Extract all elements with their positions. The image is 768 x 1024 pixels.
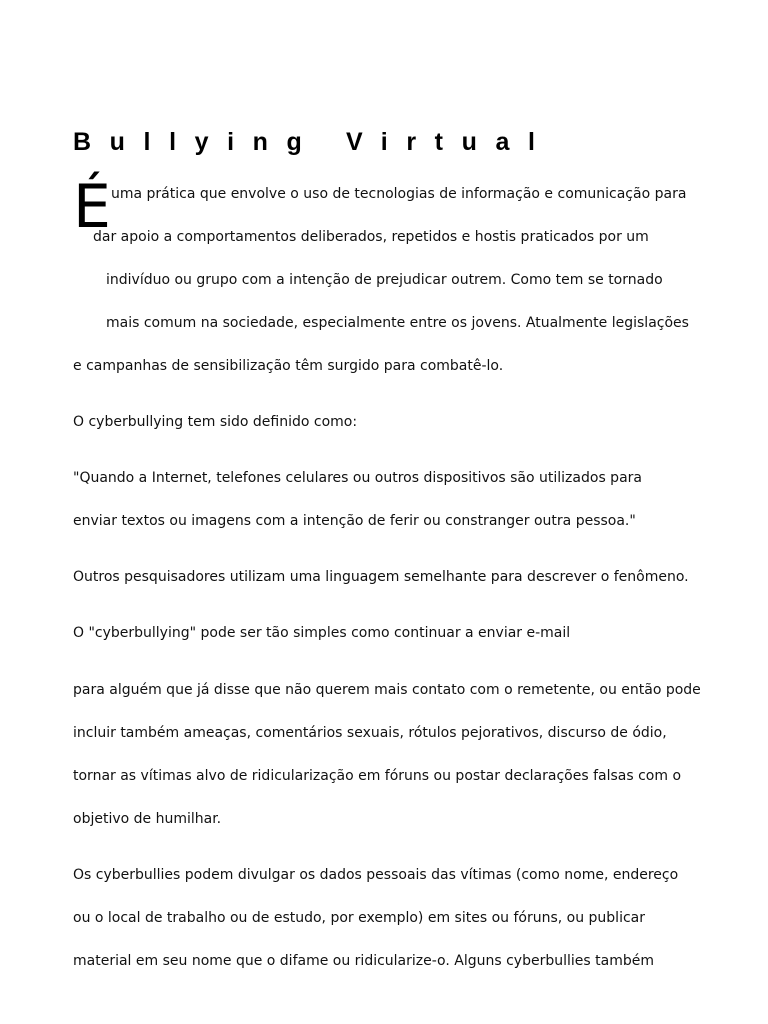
text-line: dar apoio a comportamentos deliberados, repetidos e hostis praticados por um <box>93 229 649 245</box>
text-line: Os cyberbullies podem divulgar os dados pessoais das vítimas (como nome, endereço <box>73 867 679 883</box>
text-line: enviar textos ou imagens com a intenção de ferir ou constranger outra pessoa." <box>73 513 636 529</box>
text-line: objetivo de humilhar. <box>73 811 222 827</box>
text-line: e campanhas de sensibilização têm surgido para combatê-lo. <box>73 358 504 374</box>
text-line: mais comum na sociedade, especialmente entre os jovens. Atualmente legislações <box>106 315 689 331</box>
document-title: Bullying Virtual <box>73 128 554 156</box>
text-line: incluir também ameaças, comentários sexuais, rótulos pejorativos, discurso de ódio, <box>73 725 667 741</box>
text-line: O cyberbullying tem sido definido como: <box>73 414 358 430</box>
text-line: "Quando a Internet, telefones celulares ou outros dispositivos são utilizados para <box>73 470 642 486</box>
text-line: material em seu nome que o difame ou ridicularize-o. Alguns cyberbullies também <box>73 953 654 969</box>
text-line: para alguém que já disse que não querem mais contato com o remetente, ou então pode <box>73 682 701 698</box>
text-line: indivíduo ou grupo com a intenção de prejudicar outrem. Como tem se tornado <box>106 272 663 288</box>
text-line: ou o local de trabalho ou de estudo, por exemplo) em sites ou fóruns, ou publicar <box>73 910 645 926</box>
drop-cap: É <box>73 172 111 242</box>
text-line: Outros pesquisadores utilizam uma linguagem semelhante para descrever o fenômeno. <box>73 569 689 585</box>
text-line: tornar as vítimas alvo de ridicularização em fóruns ou postar declarações falsas com o <box>73 768 682 784</box>
text-line: uma prática que envolve o uso de tecnologias de informação e comunicação para <box>111 186 687 202</box>
text-line: O "cyberbullying" pode ser tão simples como continuar a enviar e-mail <box>73 625 571 641</box>
